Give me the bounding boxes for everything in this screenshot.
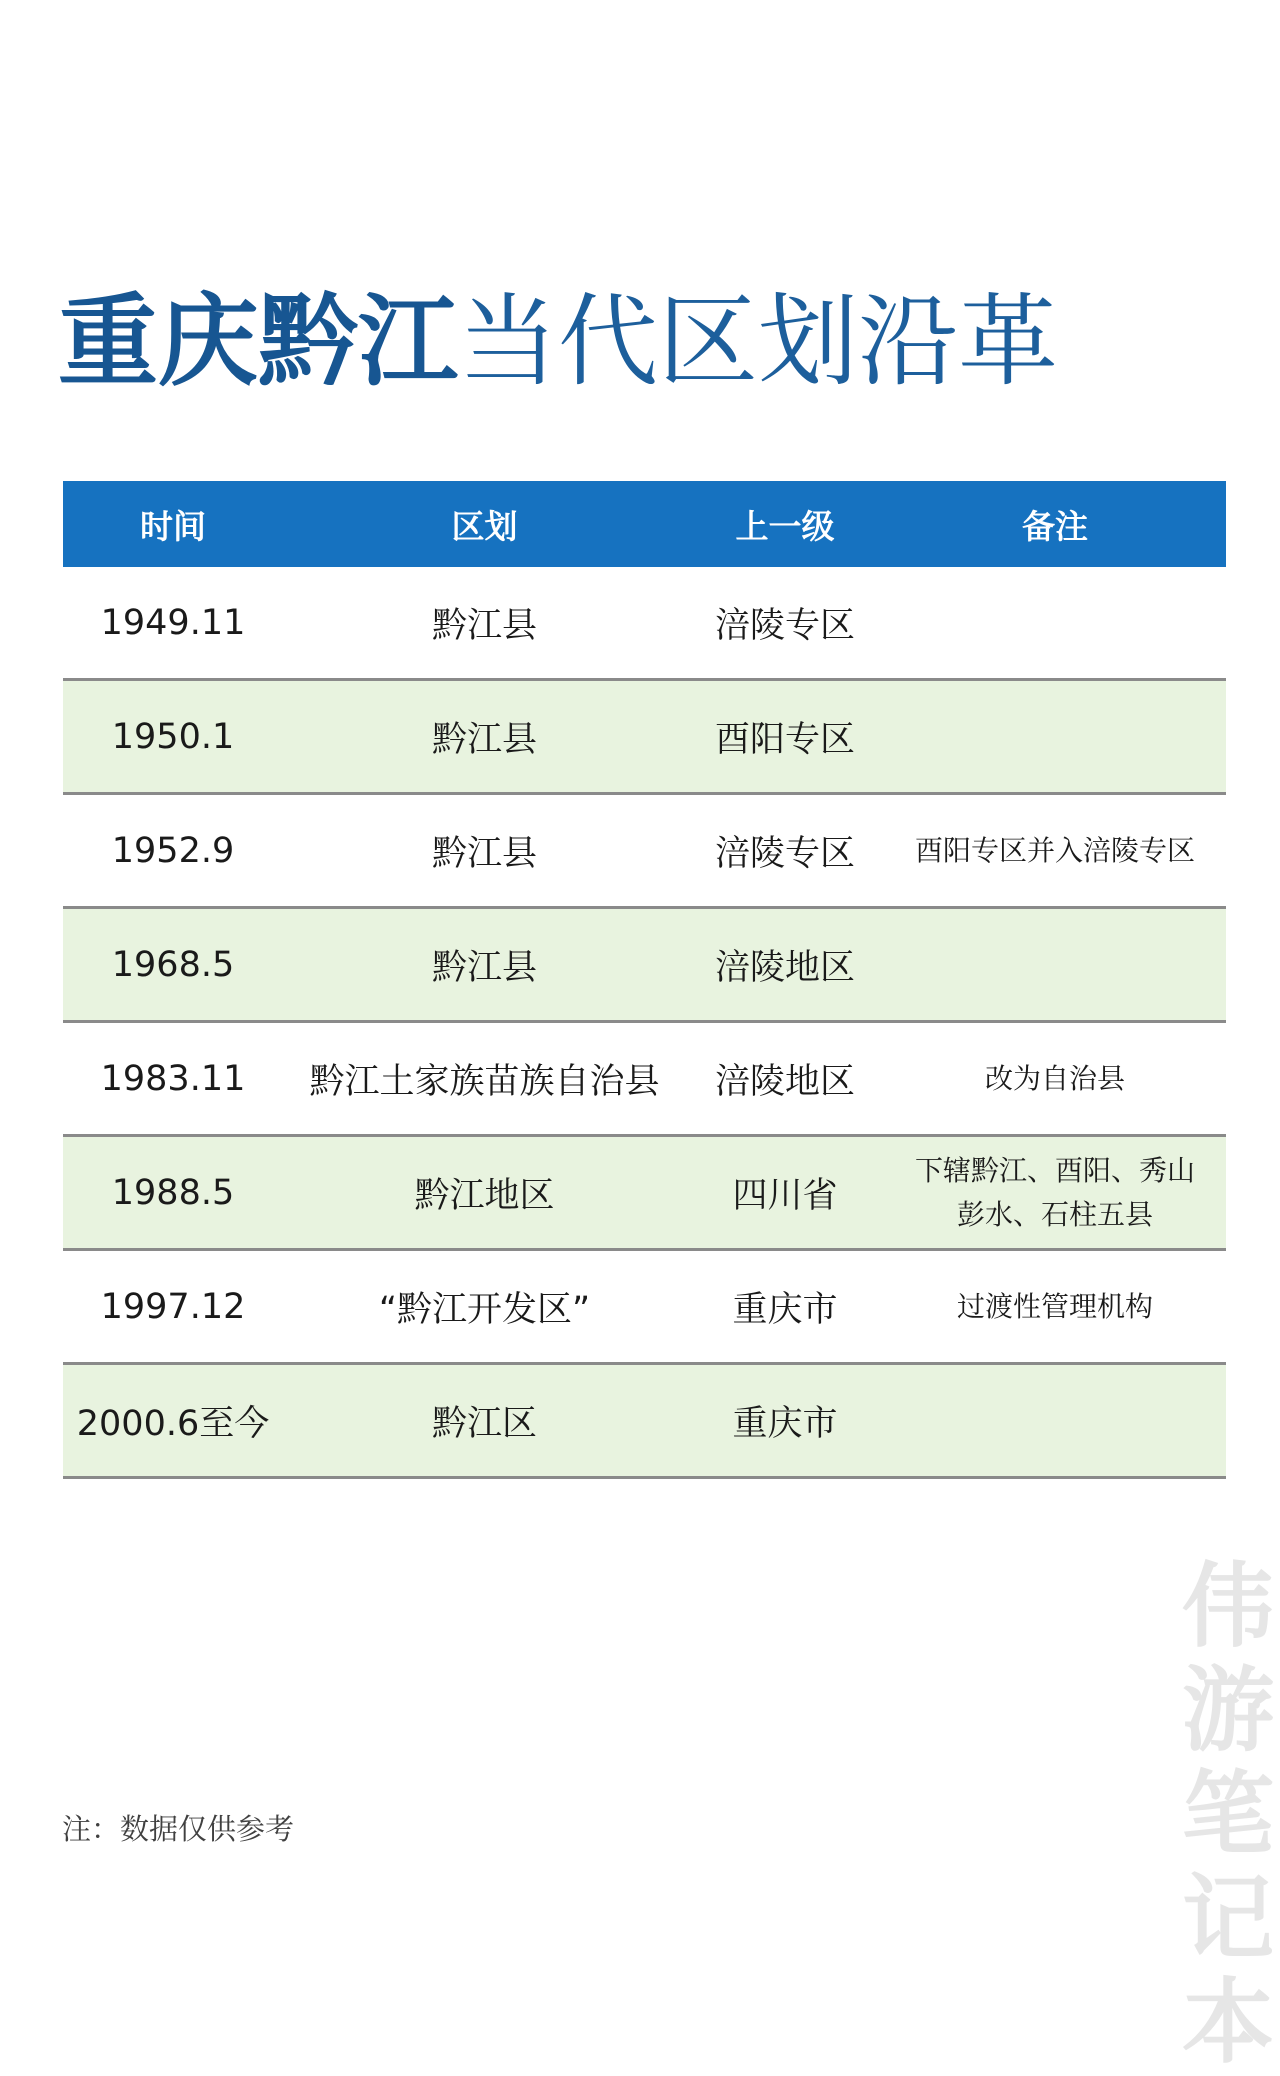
cell-time: 2000.6至今 [76,1403,270,1444]
cell-time: 1983.11 [100,1058,246,1099]
table-row [63,567,1226,681]
table-header [63,481,1226,567]
cell-parent: 重庆市 [732,1289,838,1330]
table-row [63,1365,1226,1479]
title-light-part: 当代区划沿革 [458,283,1058,400]
table-row [63,1137,1226,1251]
watermark: 伟游笔记本 [1181,1553,1274,2076]
cell-time: 1952.9 [111,830,235,871]
cell-division: 黔江地区 [414,1175,555,1216]
cell-parent: 涪陵地区 [714,947,855,988]
table-row [63,681,1226,795]
title-bold-part: 重庆黔江 [58,283,458,400]
cell-note [884,943,1226,987]
table-row [63,909,1226,1023]
cell-time: 1950.1 [111,716,235,757]
table-row [63,1023,1226,1137]
cell-note [884,1399,1226,1443]
cell-parent: 涪陵专区 [714,605,855,646]
cell-time: 1988.5 [111,1172,235,1213]
cell-note: 改为自治县 [984,1061,1125,1095]
cell-parent: 重庆市 [732,1403,838,1444]
header-time: 时间 [140,506,206,546]
footnote: 注：数据仅供参考 [62,1812,295,1846]
cell-time: 1968.5 [111,944,235,985]
cell-division: 黔江县 [431,833,537,874]
cell-note: 下辖黔江、酉阳、秀山彭水、石柱五县 [914,1153,1195,1231]
table-row [63,795,1226,909]
cell-division: “黔江开发区” [378,1289,591,1330]
table-row [63,1251,1226,1365]
cell-note: 酉阳专区并入涪陵专区 [914,833,1195,867]
cell-note [884,715,1226,759]
cell-note [884,601,1226,645]
cell-division: 黔江县 [431,947,537,988]
cell-parent: 涪陵地区 [714,1061,855,1102]
page-title [58,282,1058,402]
cell-parent: 酉阳专区 [714,719,855,760]
cell-time: 1949.11 [100,602,246,643]
header-parent: 上一级 [735,506,835,546]
header-note: 备注 [1022,506,1088,546]
cell-division: 黔江土家族苗族自治县 [309,1061,660,1102]
cell-division: 黔江县 [431,605,537,646]
cell-division: 黔江县 [431,719,537,760]
cell-division: 黔江区 [431,1403,537,1444]
header-division: 区划 [451,506,518,546]
cell-parent: 四川省 [732,1175,838,1216]
history-table [63,481,1226,1479]
cell-note: 过渡性管理机构 [956,1289,1153,1323]
cell-time: 1997.12 [100,1286,246,1327]
cell-parent: 涪陵专区 [714,833,855,874]
